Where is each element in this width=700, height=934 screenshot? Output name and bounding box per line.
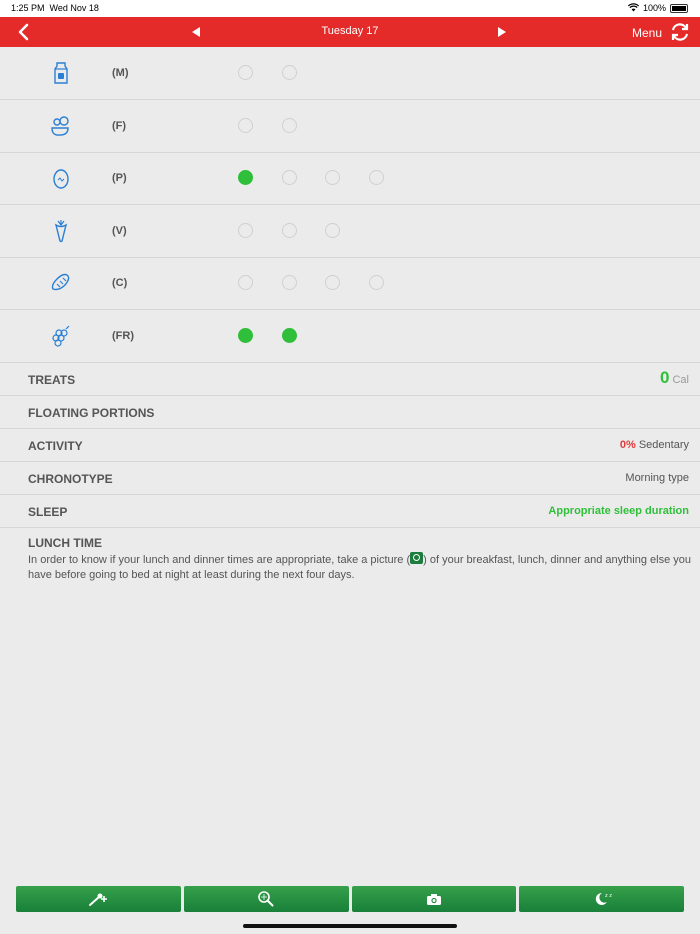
next-day-arrow-icon[interactable] [498,27,506,37]
food-group-row[interactable] [0,152,700,205]
battery-icon [670,4,688,13]
food-group-label: (P) [112,172,127,184]
food-group-label: (M) [112,67,129,79]
food-group-row[interactable] [0,100,700,153]
home-indicator [243,924,457,928]
lunch-time-text: In order to know if your lunch and dinner times are appropriate, take a picture ( ) of your breakfast, lunch, dinner and anything else you have before going to bed at night at least during the next four days. [28,554,691,581]
bottom-toolbar [16,886,684,912]
floating-portions-row[interactable] [0,395,700,429]
camera-icon [426,893,442,905]
food-group-label: (V) [112,224,127,237]
current-date: Tuesday 17 [321,25,379,37]
chronotype-value: Morning type [625,472,689,484]
egg-icon [49,166,73,190]
bread-icon [49,271,73,295]
camera-inline-icon [410,552,423,564]
prev-day-arrow-icon[interactable] [192,27,200,37]
floating-portions-label: FLOATING PORTIONS [28,406,155,420]
portion-dot-empty[interactable] [325,170,340,185]
lunch-time-label: LUNCH TIME [28,536,102,550]
camera-button[interactable] [352,886,517,912]
activity-label: ACTIVITY [28,439,83,453]
treats-label: TREATS [28,373,76,387]
portion-dot-filled[interactable] [238,170,253,185]
carrot-icon [49,219,73,243]
food-group-row[interactable] [0,257,700,310]
portion-dot-empty[interactable] [238,118,253,133]
portion-dot-empty[interactable] [369,275,384,290]
wifi-icon [628,4,639,12]
portion-dot-empty[interactable] [238,275,253,290]
status-time: 1:25 PM Wed Nov 18 [11,3,99,13]
activity-row[interactable] [0,428,700,462]
portion-dot-empty[interactable] [282,275,297,290]
nav-bar [0,17,700,47]
portion-dot-empty[interactable] [282,118,297,133]
sleep-button[interactable] [519,886,684,912]
lunch-time-section [28,536,696,583]
grapes-icon [49,324,73,348]
status-right [628,3,688,13]
portion-dot-filled[interactable] [282,328,297,343]
food-group-row[interactable] [0,205,700,258]
sleep-value: Appropriate sleep duration [548,505,689,517]
food-group-label: (F) [112,119,127,132]
food-group-row[interactable] [0,47,700,100]
food-group-label: (C) [112,277,128,289]
food-group-label: (FR) [112,329,134,342]
food-group-row[interactable] [0,310,700,363]
portion-dot-filled[interactable] [238,328,253,343]
back-chevron-icon[interactable] [14,21,34,43]
add-activity-icon [87,891,109,907]
portion-dot-empty[interactable] [325,223,340,238]
battery-percent: 100% [642,3,666,13]
treats-value: 0 Cal [659,368,689,387]
chronotype-label: CHRONOTYPE [28,472,113,486]
add-activity-button[interactable] [16,886,181,912]
milk-carton-icon [49,61,73,85]
chronotype-row[interactable] [0,461,700,495]
sleep-row[interactable] [0,494,700,528]
fats-icon [49,114,73,138]
portion-dot-empty[interactable] [369,170,384,185]
portion-dot-empty[interactable] [325,275,340,290]
refresh-icon[interactable] [669,21,691,43]
svg-text:z z: z z [604,893,612,899]
portion-dot-empty[interactable] [282,65,297,80]
portion-dot-empty[interactable] [238,223,253,238]
sleep-label: SLEEP [28,505,68,519]
portion-dot-empty[interactable] [238,65,253,80]
exercise-button[interactable] [184,886,349,912]
sleep-moon-icon [593,891,611,907]
status-bar [0,0,700,17]
treats-row[interactable] [0,362,700,396]
activity-value: 0% Sedentary [619,439,689,451]
racket-icon [257,890,275,908]
portion-dot-empty[interactable] [282,223,297,238]
menu-button[interactable]: Menu [631,26,662,40]
portion-dot-empty[interactable] [282,170,297,185]
